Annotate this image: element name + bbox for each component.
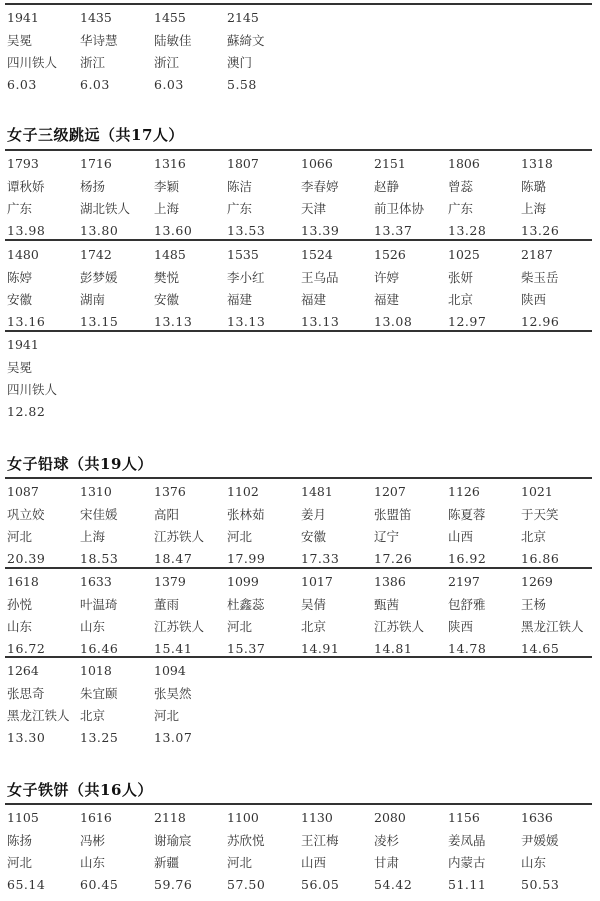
athlete-name: 张林茹 — [227, 507, 265, 522]
athlete-entry — [448, 157, 521, 247]
athlete-entry — [80, 811, 153, 901]
athlete-name: 李小红 — [227, 270, 265, 285]
result-mark: 14.91 — [301, 641, 340, 656]
team-name: 北京 — [448, 292, 474, 307]
result-mark: 51.11 — [448, 877, 487, 892]
bib-number: 1066 — [301, 156, 333, 171]
result-mark: 6.03 — [80, 77, 110, 92]
section-title: 女子三级跳远（共17人） — [7, 126, 184, 144]
result-mark: 20.39 — [7, 551, 46, 566]
result-mark: 12.96 — [521, 314, 560, 329]
team-name: 陕西 — [521, 292, 547, 307]
athlete-entry — [154, 11, 227, 101]
bib-number: 1310 — [80, 484, 112, 499]
bib-number: 1481 — [301, 484, 333, 499]
athlete-entry — [7, 811, 80, 901]
team-name: 四川铁人 — [7, 382, 58, 397]
team-name: 广东 — [448, 201, 474, 216]
bib-number: 1105 — [7, 810, 39, 825]
bib-number: 1455 — [154, 10, 186, 25]
result-mark: 13.25 — [80, 730, 119, 745]
bib-number: 1269 — [521, 574, 553, 589]
result-mark: 13.98 — [7, 223, 46, 238]
bib-number: 1100 — [227, 810, 259, 825]
team-name: 湖南 — [80, 292, 106, 307]
athlete-block — [0, 485, 600, 575]
bib-number: 1485 — [154, 247, 186, 262]
result-mark: 13.60 — [154, 223, 193, 238]
team-name: 浙江 — [154, 55, 180, 70]
athlete-name: 杜鑫蕊 — [227, 597, 265, 612]
team-name: 安徽 — [7, 292, 33, 307]
result-mark: 16.86 — [521, 551, 560, 566]
block-divider — [5, 656, 592, 658]
section-title: 女子铅球（共19人） — [7, 455, 153, 473]
team-name: 上海 — [154, 201, 180, 216]
result-mark: 17.99 — [227, 551, 266, 566]
athlete-block — [0, 338, 600, 428]
result-mark: 13.26 — [521, 223, 560, 238]
athlete-entry — [7, 248, 80, 338]
section-title: 女子铁饼（共16人） — [7, 781, 153, 799]
result-mark: 60.45 — [80, 877, 119, 892]
section-rule — [5, 3, 592, 5]
athlete-entry — [154, 664, 227, 754]
team-name: 安徽 — [154, 292, 180, 307]
athlete-entry — [521, 485, 594, 575]
athlete-name: 杨扬 — [80, 179, 106, 194]
section-rule — [5, 477, 592, 479]
athlete-name: 王杨 — [521, 597, 547, 612]
bib-number: 1376 — [154, 484, 186, 499]
athlete-block — [0, 248, 600, 338]
athlete-name: 苏欣悦 — [227, 833, 265, 848]
athlete-name: 张盟笛 — [374, 507, 412, 522]
bib-number: 1264 — [7, 663, 39, 678]
bib-number: 1633 — [80, 574, 112, 589]
bib-number: 1535 — [227, 247, 259, 262]
athlete-entry — [227, 11, 300, 101]
athlete-name: 陈璐 — [521, 179, 547, 194]
team-name: 山东 — [521, 855, 547, 870]
athlete-entry — [80, 664, 153, 754]
team-name: 山西 — [301, 855, 327, 870]
athlete-entry — [80, 157, 153, 247]
athlete-name: 姜凤晶 — [448, 833, 486, 848]
result-mark: 5.58 — [227, 77, 257, 92]
athlete-name: 许婷 — [374, 270, 400, 285]
athlete-name: 孙悦 — [7, 597, 33, 612]
bib-number: 1742 — [80, 247, 112, 262]
result-mark: 54.42 — [374, 877, 413, 892]
team-name: 山东 — [7, 619, 33, 634]
athlete-entry — [521, 811, 594, 901]
team-name: 浙江 — [80, 55, 106, 70]
bib-number: 1616 — [80, 810, 112, 825]
bib-number: 1207 — [374, 484, 406, 499]
bib-number: 1941 — [7, 337, 39, 352]
athlete-name: 包舒雅 — [448, 597, 486, 612]
team-name: 山东 — [80, 855, 106, 870]
team-name: 河北 — [154, 708, 180, 723]
athlete-name: 张妍 — [448, 270, 474, 285]
athlete-entry — [154, 157, 227, 247]
athlete-entry — [7, 338, 80, 428]
athlete-entry — [80, 248, 153, 338]
athlete-name: 谢瑜宸 — [154, 833, 192, 848]
result-mark: 13.37 — [374, 223, 413, 238]
athlete-name: 吴冕 — [7, 33, 33, 48]
result-mark: 14.78 — [448, 641, 487, 656]
bib-number: 1618 — [7, 574, 39, 589]
team-name: 内蒙古 — [448, 855, 486, 870]
athlete-name: 宋佳媛 — [80, 507, 118, 522]
athlete-block — [0, 157, 600, 247]
athlete-name: 李春婷 — [301, 179, 339, 194]
team-name: 黑龙江铁人 — [7, 708, 70, 723]
bib-number: 2145 — [227, 10, 259, 25]
bib-number: 1126 — [448, 484, 480, 499]
bib-number: 1941 — [7, 10, 39, 25]
result-mark: 57.50 — [227, 877, 266, 892]
bib-number: 1099 — [227, 574, 259, 589]
bib-number: 1094 — [154, 663, 186, 678]
athlete-name: 吴倩 — [301, 597, 327, 612]
team-name: 安徽 — [301, 529, 327, 544]
athlete-name: 甄茜 — [374, 597, 400, 612]
athlete-name: 董雨 — [154, 597, 180, 612]
block-divider — [5, 330, 592, 332]
athlete-entry — [7, 485, 80, 575]
team-name: 上海 — [521, 201, 547, 216]
athlete-entry — [80, 485, 153, 575]
athlete-entry — [7, 11, 80, 101]
athlete-name: 陈洁 — [227, 179, 253, 194]
result-mark: 6.03 — [154, 77, 184, 92]
bib-number: 1806 — [448, 156, 480, 171]
bib-number: 1636 — [521, 810, 553, 825]
result-mark: 65.14 — [7, 877, 46, 892]
athlete-name: 尹媛媛 — [521, 833, 559, 848]
bib-number: 1386 — [374, 574, 406, 589]
result-mark: 13.13 — [301, 314, 340, 329]
athlete-name: 张思奇 — [7, 686, 45, 701]
athlete-entry — [448, 575, 521, 665]
athlete-entry — [521, 248, 594, 338]
result-mark: 17.26 — [374, 551, 413, 566]
result-mark: 15.37 — [227, 641, 266, 656]
bib-number: 1526 — [374, 247, 406, 262]
team-name: 北京 — [521, 529, 547, 544]
athlete-entry — [80, 575, 153, 665]
bib-number: 1017 — [301, 574, 333, 589]
athlete-name: 赵静 — [374, 179, 400, 194]
bib-number: 1379 — [154, 574, 186, 589]
athlete-entry — [7, 157, 80, 247]
result-mark: 50.53 — [521, 877, 560, 892]
athlete-name: 陈夏蓉 — [448, 507, 486, 522]
athlete-entry — [521, 157, 594, 247]
team-name: 澳门 — [227, 55, 253, 70]
team-name: 山西 — [448, 529, 474, 544]
athlete-entry — [154, 575, 227, 665]
team-name: 福建 — [374, 292, 400, 307]
team-name: 江苏铁人 — [374, 619, 425, 634]
team-name: 天津 — [301, 201, 327, 216]
result-mark: 56.05 — [301, 877, 340, 892]
bib-number: 1716 — [80, 156, 112, 171]
athlete-name: 吴冕 — [7, 360, 33, 375]
athlete-entry — [154, 485, 227, 575]
block-divider — [5, 567, 592, 569]
athlete-entry — [227, 248, 300, 338]
result-mark: 13.08 — [374, 314, 413, 329]
bib-number: 1156 — [448, 810, 480, 825]
bib-number: 1130 — [301, 810, 333, 825]
athlete-entry — [80, 11, 153, 101]
athlete-name: 谭秋娇 — [7, 179, 45, 194]
athlete-entry — [374, 485, 447, 575]
section-rule — [5, 149, 592, 151]
result-mark: 12.97 — [448, 314, 487, 329]
athlete-entry — [7, 664, 80, 754]
athlete-entry — [7, 575, 80, 665]
team-name: 江苏铁人 — [154, 619, 205, 634]
team-name: 福建 — [227, 292, 253, 307]
athlete-block — [0, 811, 600, 901]
athlete-name: 陈扬 — [7, 833, 33, 848]
team-name: 陕西 — [448, 619, 474, 634]
team-name: 河北 — [7, 529, 33, 544]
team-name: 四川铁人 — [7, 55, 58, 70]
athlete-entry — [227, 157, 300, 247]
team-name: 湖北铁人 — [80, 201, 131, 216]
athlete-entry — [374, 157, 447, 247]
block-divider — [5, 239, 592, 241]
athlete-entry — [301, 811, 374, 901]
athlete-block — [0, 664, 600, 754]
bib-number: 2151 — [374, 156, 406, 171]
result-mark: 16.92 — [448, 551, 487, 566]
team-name: 河北 — [227, 855, 253, 870]
result-mark: 16.46 — [80, 641, 119, 656]
result-mark: 13.16 — [7, 314, 46, 329]
bib-number: 1435 — [80, 10, 112, 25]
team-name: 广东 — [227, 201, 253, 216]
athlete-entry — [448, 485, 521, 575]
bib-number: 1807 — [227, 156, 259, 171]
athlete-entry — [374, 575, 447, 665]
athlete-entry — [448, 811, 521, 901]
result-mark: 15.41 — [154, 641, 193, 656]
team-name: 河北 — [7, 855, 33, 870]
athlete-entry — [301, 157, 374, 247]
bib-number: 1025 — [448, 247, 480, 262]
athlete-block — [0, 575, 600, 665]
bib-number: 1018 — [80, 663, 112, 678]
team-name: 江苏铁人 — [154, 529, 205, 544]
athlete-name: 叶温琦 — [80, 597, 118, 612]
athlete-name: 李颖 — [154, 179, 180, 194]
team-name: 广东 — [7, 201, 33, 216]
bib-number: 2197 — [448, 574, 480, 589]
team-name: 黑龙江铁人 — [521, 619, 584, 634]
athlete-name: 姜月 — [301, 507, 327, 522]
athlete-entry — [521, 575, 594, 665]
bib-number: 2080 — [374, 810, 406, 825]
result-mark: 13.13 — [154, 314, 193, 329]
athlete-entry — [301, 248, 374, 338]
athlete-name: 华诗慧 — [80, 33, 118, 48]
team-name: 福建 — [301, 292, 327, 307]
athlete-entry — [154, 811, 227, 901]
athlete-name: 陈婷 — [7, 270, 33, 285]
team-name: 上海 — [80, 529, 106, 544]
team-name: 辽宁 — [374, 529, 400, 544]
athlete-entry — [374, 248, 447, 338]
result-mark: 13.53 — [227, 223, 266, 238]
bib-number: 1793 — [7, 156, 39, 171]
bib-number: 1087 — [7, 484, 39, 499]
result-mark: 13.80 — [80, 223, 119, 238]
result-mark: 14.65 — [521, 641, 560, 656]
athlete-name: 冯彬 — [80, 833, 106, 848]
result-mark: 59.76 — [154, 877, 193, 892]
athlete-name: 巩立姣 — [7, 507, 45, 522]
bib-number: 1316 — [154, 156, 186, 171]
result-mark: 13.39 — [301, 223, 340, 238]
bib-number: 1480 — [7, 247, 39, 262]
result-mark: 14.81 — [374, 641, 413, 656]
result-mark: 13.07 — [154, 730, 193, 745]
bib-number: 2187 — [521, 247, 553, 262]
athlete-name: 于天笑 — [521, 507, 559, 522]
result-mark: 12.82 — [7, 404, 46, 419]
athlete-name: 张昊然 — [154, 686, 192, 701]
team-name: 北京 — [80, 708, 106, 723]
result-mark: 17.33 — [301, 551, 340, 566]
result-mark: 18.53 — [80, 551, 119, 566]
athlete-name: 蘇綺文 — [227, 33, 265, 48]
athlete-entry — [227, 811, 300, 901]
result-mark: 16.72 — [7, 641, 46, 656]
athlete-name: 樊悦 — [154, 270, 180, 285]
section-rule — [5, 803, 592, 805]
athlete-name: 柴玉岳 — [521, 270, 559, 285]
result-mark: 13.15 — [80, 314, 119, 329]
athlete-entry — [448, 248, 521, 338]
athlete-name: 彭梦媛 — [80, 270, 118, 285]
bib-number: 1524 — [301, 247, 333, 262]
athlete-entry — [227, 575, 300, 665]
athlete-entry — [154, 248, 227, 338]
athlete-name: 曾蕊 — [448, 179, 474, 194]
result-mark: 13.28 — [448, 223, 487, 238]
athlete-name: 朱宜颐 — [80, 686, 118, 701]
result-mark: 6.03 — [7, 77, 37, 92]
athlete-name: 高阳 — [154, 507, 180, 522]
team-name: 前卫体协 — [374, 201, 425, 216]
athlete-entry — [374, 811, 447, 901]
athlete-name: 王江梅 — [301, 833, 339, 848]
athlete-entry — [301, 575, 374, 665]
result-mark: 13.13 — [227, 314, 266, 329]
athlete-entry — [301, 485, 374, 575]
athlete-block — [0, 11, 600, 101]
bib-number: 1021 — [521, 484, 553, 499]
athlete-name: 凌杉 — [374, 833, 400, 848]
team-name: 河北 — [227, 529, 253, 544]
athlete-name: 陆敏佳 — [154, 33, 192, 48]
team-name: 甘肃 — [374, 855, 400, 870]
bib-number: 2118 — [154, 810, 186, 825]
athlete-entry — [227, 485, 300, 575]
athlete-name: 王乌品 — [301, 270, 339, 285]
team-name: 北京 — [301, 619, 327, 634]
bib-number: 1318 — [521, 156, 553, 171]
result-mark: 13.30 — [7, 730, 46, 745]
team-name: 河北 — [227, 619, 253, 634]
bib-number: 1102 — [227, 484, 259, 499]
team-name: 山东 — [80, 619, 106, 634]
result-mark: 18.47 — [154, 551, 193, 566]
team-name: 新疆 — [154, 855, 180, 870]
